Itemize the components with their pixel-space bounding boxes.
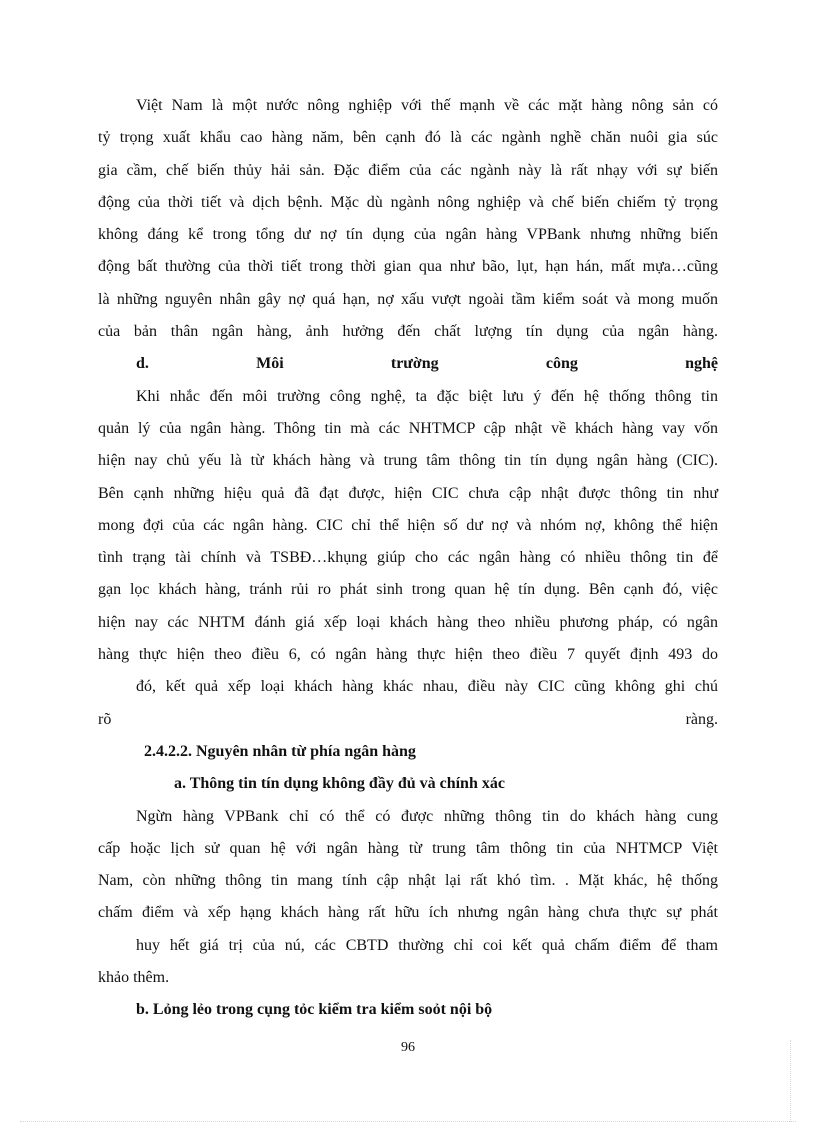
heading-technology-environment [98,348,718,380]
text-line: Bên cạnh những hiệu quả đã đạt được, hiện CIC chưa cập nhật được thông tin như [98,484,718,502]
text-line: đó, kết quả xếp loại khách hàng khác nhau, điều này CIC cũng không ghi chú [136,678,718,696]
section-heading-2422: 2.4.2.2. Nguyên nhân từ phía ngân hàng [144,742,416,760]
heading-word: d. [136,355,149,373]
text-line: cấp hoặc lịch sử quan hệ với ngân hàng từ trung tâm thông tin của NHTMCP Việt [98,839,718,857]
text-line: Việt Nam là một nước nông nghiệp với thế mạnh về các mặt hàng nông sản có [136,97,718,114]
page-bottom-dotted-border [20,1121,796,1122]
text-line-spread [98,704,718,736]
heading-word: Môi [256,355,284,373]
text-line: Ngừn hàng VPBank chỉ có thể có được những thông tin do khách hàng cung [136,807,718,825]
text-line: của bản thân ngân hàng, ảnh hưởng đến chất lượng tín dụng của ngân hàng. [98,323,718,341]
text-line: hiện nay các NHTM đánh giá xếp loại khách hàng theo nhiều phương pháp, có ngân [98,613,718,631]
heading-word: công [545,355,578,373]
text-line: hiện nay chủ yếu là từ khách hàng và trung tâm thông tin tín dụng ngân hàng (CIC). [98,452,718,470]
text-line: khảo thêm. [98,969,170,987]
text-word: ràng. [685,710,718,728]
text-line: Nam, còn những thông tin mang tính cập nhật lại rất khó tìm. . Mặt khác, hệ thống [98,872,718,890]
text-word: rõ [98,710,112,728]
text-line: mong đợi của các ngân hàng. CIC chỉ thể hiện số dư nợ và nhóm nợ, không thể hiện [98,516,718,534]
heading-word: trường [390,355,439,373]
paragraph-agriculture [98,90,718,348]
heading-word: nghệ [685,355,718,373]
text-line: quản lý của ngân hàng. Thông tin mà các NHTMCP cập nhật về khách hàng vay vốn [98,419,718,437]
text-line: gạn lọc khách hàng, tránh rủi ro phát sinh trong quan hệ tín dụng. Bên cạnh đó, việc [98,581,718,599]
text-line: động của thời tiết và dịch bệnh. Mặc dù ngành nông nghiệp và chế biến chiếm tỷ trọng [98,193,718,211]
text-line: huy hết giá trị của nú, các CBTD thường chỉ coi kết quả chấm điểm để tham [136,936,718,954]
paragraph-credit-info [98,801,718,995]
text-line: động bất thường của thời tiết trong thời gian qua như bão, lụt, hạn hán, mất mựa…cũng [98,258,718,276]
text-line: tình trạng tài chính và TSBĐ…khụng giúp cho các ngân hàng có nhiều thông tin để [98,549,718,567]
page-number: 96 [401,1040,415,1055]
text-line: là những nguyên nhân gây nợ quá hạn, nợ xấu vượt ngoài tầm kiểm soát và mong muốn [98,290,718,308]
text-line: không đáng kể trong tổng dư nợ tín dụng của ngân hàng VPBank nhưng những biến [98,226,718,244]
text-line: chấm điểm và xếp hạng khách hàng rất hữu ích nhưng ngân hàng chưa thực sự phát [98,904,718,922]
text-line: gia cầm, chế biến thủy hải sản. Đặc điểm của các ngành này là rất nhạy với sự biến [98,161,718,179]
subheading-b: b. Lỏng lẻo trong cụng tỏc kiểm tra kiểm soỏt nội bộ [136,1001,493,1019]
text-line: hàng thực hiện theo điều 6, có ngân hàng thực hiện theo điều 7 quyết định 493 do [98,646,718,664]
page-right-dotted-border [790,1040,791,1122]
paragraph-technology [98,381,718,736]
page-body [98,90,718,1027]
text-line: Khi nhắc đến môi trường công nghệ, ta đặc biệt lưu ý đến hệ thống thông tin [136,387,718,405]
subheading-a: a. Thông tin tín dụng không đầy đủ và chính xác [174,775,505,793]
text-line: tỷ trọng xuất khẩu cao hàng năm, bên cạnh đó là các ngành nghề chăn nuôi gia súc [98,129,718,147]
